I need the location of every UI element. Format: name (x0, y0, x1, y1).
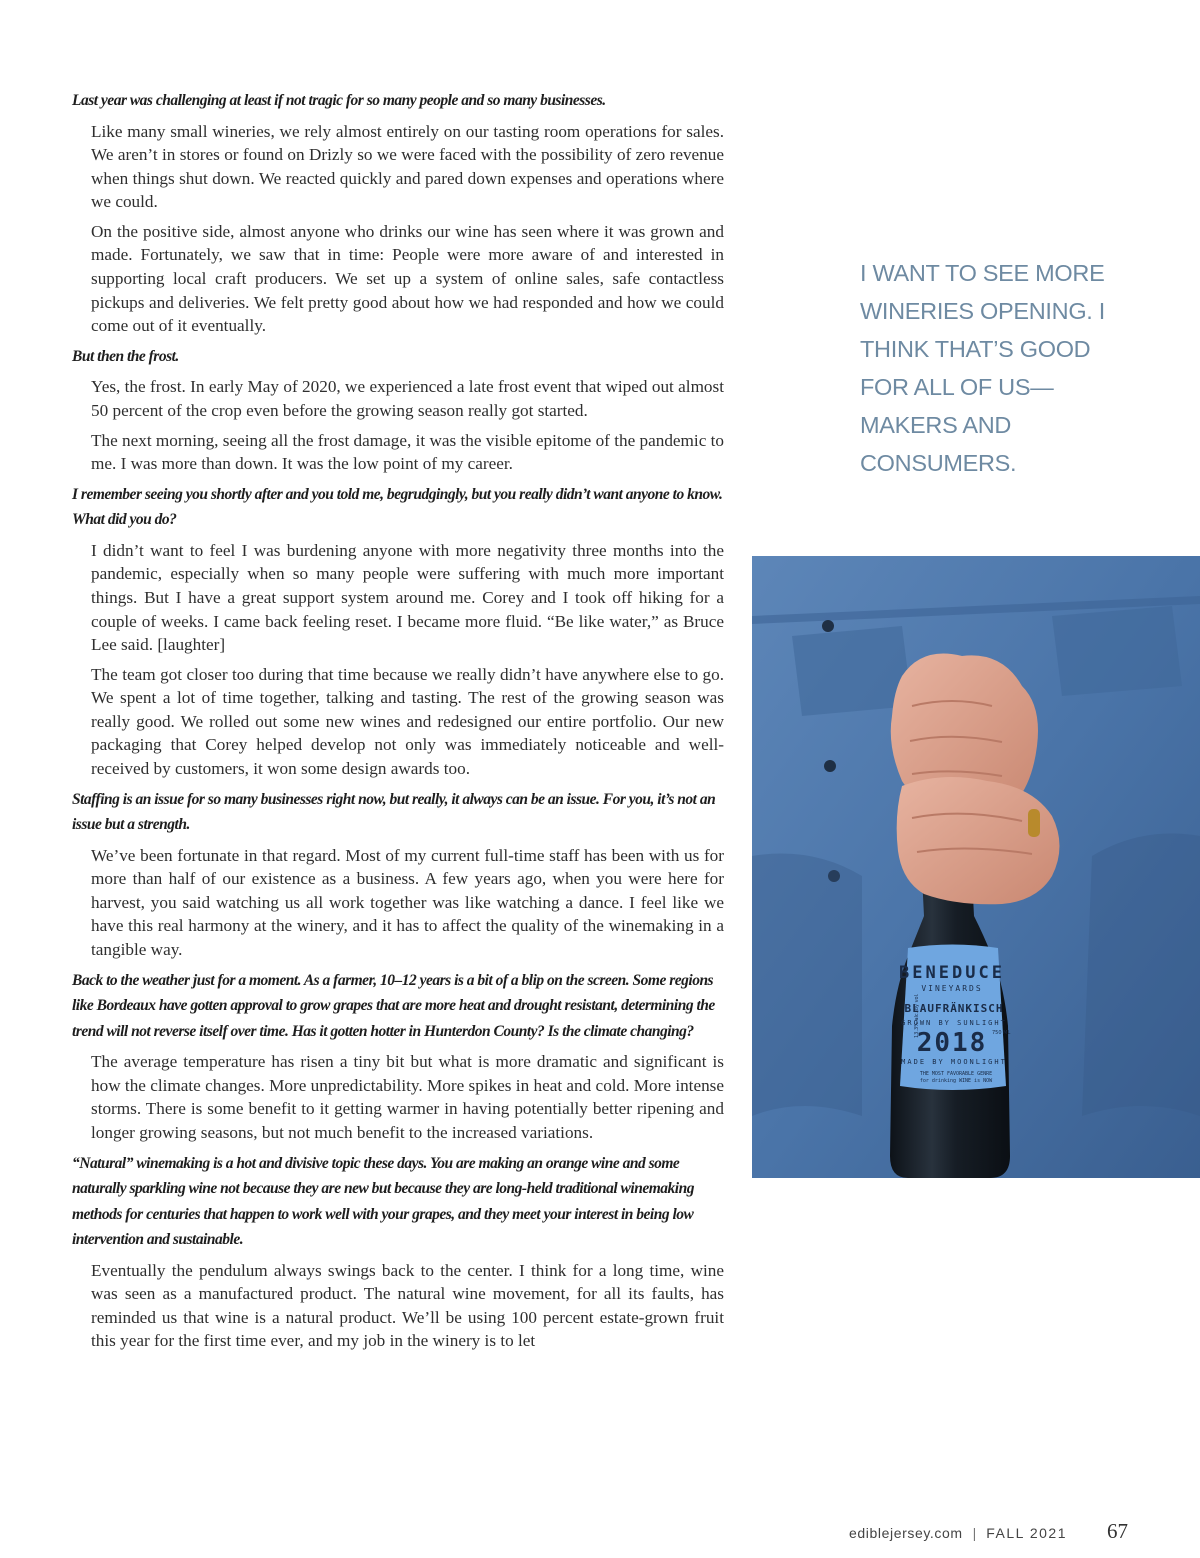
interview-question: Last year was challenging at least if not tragic for so many people and so many businesses. (72, 92, 606, 109)
bottle-label (899, 945, 1010, 1091)
footer-separator: | (972, 1525, 977, 1541)
page-footer (849, 1519, 1128, 1549)
interview-question: I remember seeing you shortly after and you told me, begrudgingly, but you really didn’t want anyone to know. What did you do? (72, 485, 723, 529)
label-volume: 750 ML (992, 1030, 1011, 1036)
interview-answer: Yes, the frost. In early May of 2020, we experienced a late frost event that wiped out almost 50 percent of the crop even before the growing season really got started. (91, 377, 724, 420)
interview-answer: The next morning, seeing all the frost damage, it was the visible epitome of the pandemic to me. I was more than down. It was the low point of my career. (91, 430, 724, 474)
label-made: MADE BY MOONLIGHT (901, 1058, 1007, 1066)
label-brand: BENEDUCE (899, 963, 1005, 983)
label-vintage: 2018 (916, 1028, 988, 1058)
interview-answer: We’ve been fortunate in that regard. Most of my current full-time staff has been with us for more than half of our existence as a business. A few years ago, when you were here for harvest, you said watching us all work together was like watching a dance. I feel like we have this real harmony at the winery, and it has to affect the quality of the winemaking in a tangible way. (91, 845, 724, 960)
interview-question: “Natural” winemaking is a hot and divisive topic these days. You are making an orange wine and some naturally sparkling wine not because they are new but because they are long-held traditional winemaking methods for centuries that happen to work well with your grapes, and they meet your interest in being low intervention and sustainable. (72, 1154, 694, 1248)
footer-issue: FALL 2021 (986, 1525, 1067, 1541)
label-varietal: BLAUFRÄNKISCH (904, 1002, 1004, 1015)
page-number: 67 (1107, 1519, 1128, 1543)
label-abv: 13.3% alc. by vol. (914, 993, 920, 1038)
interview-answer: On the positive side, almost anyone who drinks our wine has seen where it was grown and made. Fortunately, we saw that in time: People were more aware of and interested in supporting local craft producers. We set up a system of online sales, safe contactless pickups and deliveries. We felt pretty good about how we had responded and how we could come out of it eventually. (91, 221, 724, 336)
label-tagline-1: THE MOST FAVORABLE GENRE (919, 1071, 993, 1077)
interview-question: But then the frost. (72, 347, 179, 365)
interview-answer: Like many small wineries, we rely almost entirely on our tasting room operations for sales. We aren’t in stores or found on Drizly so we were faced with the possibility of zero revenue when things shut down. We reacted quickly and pared down expenses and operations where we could. (91, 121, 724, 212)
interview-answer: The team got closer too during that time because we really didn’t have anywhere else to go. We spent a lot of time together, talking and tasting. The rest of the growing season was really good. We rolled out some new wines and redesigned our entire portfolio. Our new packaging that Corey helped develop not only was immediately noticeable and well-received by customers, it won some design awards too. (91, 664, 724, 779)
wedding-ring (1028, 809, 1040, 837)
interview-answer: The average temperature has risen a tiny bit but what is more dramatic and significant is how the climate changes. More unpredictability. More spikes in heat and cold. More intense storms. There is some benefit to it getting warmer in having potentially better ripening and longer growing seasons, but not much benefit to the increased variations. (91, 1052, 724, 1142)
interview-answer: I didn’t want to feel I was burdening anyone with more negativity three months into the pandemic, especially when so many people were suffering with much more important things. But I have a great support system around me. Corey and I took off hiking for a couple of weeks. I came back feeling reset. I became more fluid. “Be like water,” as Bruce Lee said. [laughter] (91, 540, 724, 655)
label-vineyards: VINEYARDS (921, 984, 983, 993)
pull-quote: I WANT TO SEE MORE WINERIES OPENING. I THINK THAT’S GOOD FOR ALL OF US—MAKERS AND CONSUMERS. (860, 260, 1105, 476)
label-tagline-2: for drinking WINE is NOW (919, 1078, 993, 1084)
label-grown: GROWN BY SUNLIGHT (901, 1019, 1007, 1027)
footer-site[interactable]: ediblejersey.com (849, 1525, 963, 1541)
interview-question: Back to the weather just for a moment. As a farmer, 10–12 years is a bit of a blip on the screen. Some regions like Bordeaux have gotten approval to grow grapes that are more heat and drought resistant, determining the trend will not reverse itself over time. Has it gotten hotter in Hunterdon County? Is the climate changing? (72, 971, 715, 1040)
wine-bottle-photo (752, 556, 1200, 1178)
interview-answer: Eventually the pendulum always swings back to the center. I think for a long time, wine was seen as a manufactured product. The natural wine movement, for all its faults, has reminded us that wine is a natural product. We’ll be using 100 percent estate-grown fruit this year for the first time ever, and my job in the winery is to let (91, 1260, 724, 1351)
article-body (72, 88, 724, 1359)
interview-question: Staffing is an issue for so many businesses right now, but really, it always can be an issue. For you, it’s not an issue but a strength. (72, 790, 716, 834)
